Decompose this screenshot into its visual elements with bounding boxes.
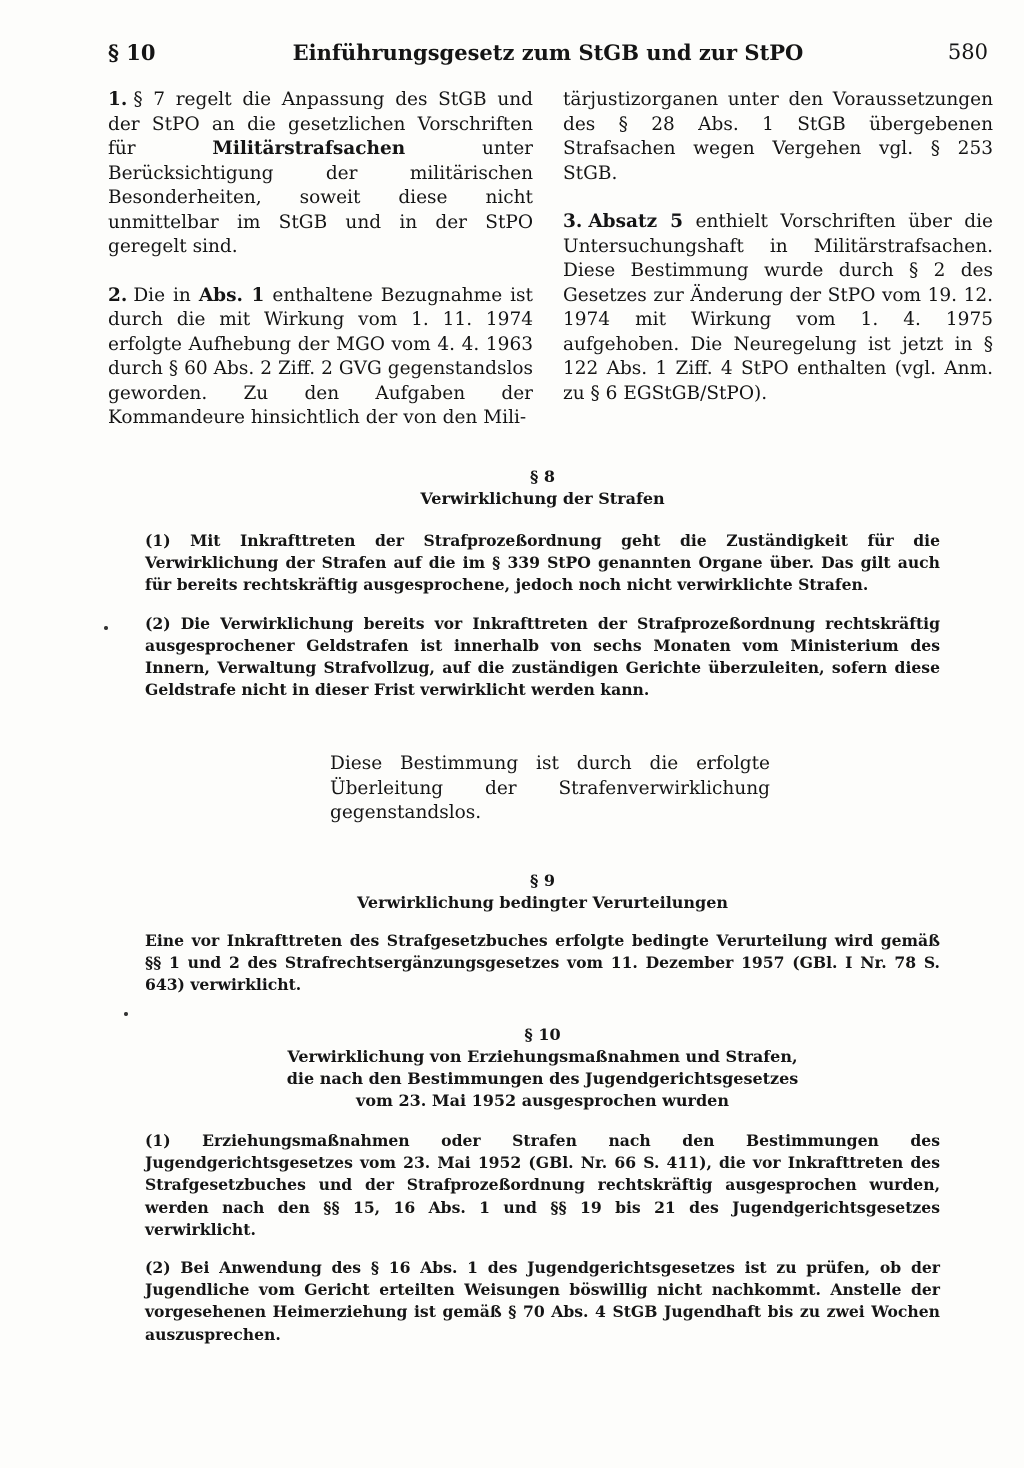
header-title: Einführungsgesetz zum StGB und zur StPO [292,40,804,65]
law-paragraph-2: (2) Bei Anwendung des § 16 Abs. 1 des Jugendgerichtsgesetzes ist zu prüfen, ob der Jugendliche vom Gericht erteilten Weisungen böswillig nicht nachkommt. Anstelle der vorgesehenen Heimerziehung ist gemäß § 70 Abs. 4 StGB Jugendhaft bis zu zwei Wochen auszusprechen. [145,1258,940,1344]
commentary-columns [108,88,993,428]
law-paragraph-1: (1) Mit Inkrafttreten der Strafprozeßordnung geht die Zuständigkeit für die Verwirklichung der Strafen auf die im § 339 StPO genannten Organe über. Das gilt auch für bereits rechtskräftig ausgesprochene, jedoch noch nicht verwirklichte Strafen. [145,531,940,595]
scan-speck [124,1012,128,1016]
commentary-left-column [108,88,533,455]
running-header [108,40,988,72]
section-9 [145,870,940,997]
section-heading: Verwirklichung der Strafen [420,489,665,508]
section-8-commentary: Diese Bestimmung ist durch die erfolgte Überleitung der Strafenverwirklichung gegenstandslos. [330,753,770,823]
section-number: § 8 [529,467,556,486]
commentary-right-column [563,88,993,430]
law-paragraph-2: (2) Die Verwirklichung bereits vor Inkrafttreten der Strafprozeßordnung rechtskräftig ausgesprochener Geldstrafen ist innerhalb von sechs Monaten vom Ministerium des Innern, Verwaltung Strafvollzug, auf die zuständigen Gerichte überzuleiten, sofern diese Geldstrafe nicht in dieser Frist verwirklicht werden kann. [145,613,940,700]
note-number: 2. [108,284,128,306]
commentary-note-2-continued [563,88,993,186]
section-heading: Verwirklichung von Erziehungsmaßnahmen und Strafen, die nach den Bestimmungen des Jugendgerichtsgesetzes vom 23. Mai 1952 ausgesprochen wurden [286,1047,799,1110]
section-number: § 9 [529,871,556,890]
header-section: § 10 [108,40,156,65]
section-10 [145,1024,940,1346]
page-number: 580 [947,40,988,64]
section-number: § 10 [524,1025,561,1044]
note-number: 1. [108,89,128,110]
note-number: 3. [563,211,583,232]
commentary-note-2 [108,284,533,431]
note-text: tärjustizorganen unter den Voraussetzungen des § 28 Abs. 1 StGB übergebenen Strafsachen wegen Vergehen vgl. § 253 StGB. [563,89,993,184]
section-8 [145,466,940,701]
commentary-note-1 [108,88,533,260]
note-text: Absatz 5 enthielt Vorschriften über die Untersuchungshaft in Militärstrafsachen. Diese Bestimmung wurde durch § 2 des Gesetzes zur Änderung der StPO vom 19. 12. 1974 mit Wirkung vom 1. 4. 1975 aufgehoben. Die Neuregelung ist jetzt in § 122 Abs. 1 Ziff. 4 StPO enthalten (vgl. Anm. zu § 6 EGStGB/StPO). [563,211,993,404]
note-text: Die in Abs. 1 enthaltene Bezugnahme ist durch die mit Wirkung vom 1. 11. 1974 erfolgte Aufhebung der MGO vom 4. 4. 1963 durch § 60 Abs. 2 Ziff. 2 GVG gegenstandslos geworden. Zu den Aufgaben der Kommandeure hinsichtlich der von den Mili- [108,284,533,428]
law-paragraph-1: (1) Erziehungsmaßnahmen oder Strafen nach den Bestimmungen des Jugendgerichtsgesetzes vom 23. Mai 1952 (GBl. Nr. 66 S. 411), die vor Inkrafttreten des Strafgesetzbuches und der Strafprozeßordnung rechtskräftig ausgesprochen wurden, werden nach den §§ 15, 16 Abs. 1 und §§ 19 bis 21 des Jugendgerichtsgesetzes verwirklicht. [145,1131,940,1239]
scan-speck [104,626,108,630]
section-heading: Verwirklichung bedingter Verurteilungen [356,893,729,912]
note-text: § 7 regelt die Anpassung des StGB und der StPO an die gesetzlichen Vorschriften für Militärstrafsachen unter Berücksichtigung der militärischen Besonderheiten, soweit diese nicht unmittelbar im StGB und in der StPO geregelt sind. [108,89,533,257]
law-paragraph: Eine vor Inkrafttreten des Strafgesetzbuches erfolgte bedingte Verurteilung wird gemäß §§ 1 und 2 des Strafrechtsergänzungsgesetzes vom 11. Dezember 1957 (GBl. I Nr. 78 S. 643) verwirklicht. [145,931,940,995]
commentary-note-3 [563,210,993,406]
